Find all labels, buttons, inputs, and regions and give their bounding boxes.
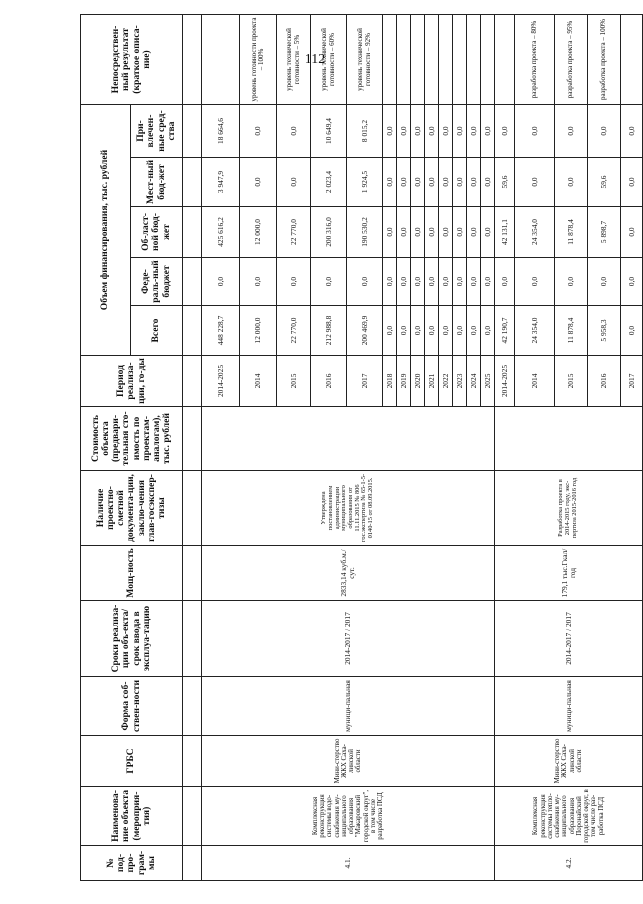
attracted-cell: 0,0	[397, 105, 411, 158]
regional-cell: 0,0	[397, 207, 411, 258]
object-ownership-cell: муници-пальная	[202, 677, 495, 736]
header-psd: Наличие проектно-сметной документа-ции, заклю-чения глав-госэкспер-тизы	[81, 471, 183, 546]
local-cell: 0,0	[397, 158, 411, 207]
header-total: Всего	[131, 306, 183, 356]
empty-cell	[183, 258, 202, 306]
financing-table	[80, 14, 643, 881]
regional-cell: 0,0	[383, 207, 397, 258]
total-cell: 24 354,0	[515, 306, 555, 356]
total-cell: 42 190,7	[495, 306, 515, 356]
attracted-cell: 10 649,4	[311, 105, 347, 158]
object-psd-cell: Разработка проекта в 2014-2015 году, экс-пертиза 2015-2016 год	[495, 471, 643, 546]
header-cost: Стоимость объекта (предвари-тельная сто-имость по проектам-аналогам), тыс. рублей	[81, 407, 183, 471]
regional-cell: 0,0	[481, 207, 495, 258]
object-ownership-cell: муници-пальная	[495, 677, 643, 736]
total-cell: 0,0	[397, 306, 411, 356]
period-cell: 2025	[481, 356, 495, 407]
regional-cell: 0,0	[453, 207, 467, 258]
regional-cell: 12 000,0	[240, 207, 277, 258]
period-cell: 2019	[397, 356, 411, 407]
period-cell: 2018	[383, 356, 397, 407]
period-cell: 2021	[425, 356, 439, 407]
total-cell: 12 000,0	[240, 306, 277, 356]
attracted-cell: 0,0	[425, 105, 439, 158]
federal-cell: 0,0	[467, 258, 481, 306]
result-cell	[425, 15, 439, 105]
total-cell: 0,0	[621, 306, 643, 356]
total-cell: 0,0	[425, 306, 439, 356]
object-deadlines-cell: 2014-2017 / 2017	[495, 601, 643, 677]
rotated-table-sheet	[80, 15, 636, 881]
local-cell: 0,0	[383, 158, 397, 207]
total-cell: 0,0	[411, 306, 425, 356]
regional-cell: 24 354,0	[515, 207, 555, 258]
object-name-cell: Комплексная реконструкция системы водо-снабжения му-ниципального образования "Макаровский городской округ", в том числе разработка ПСД	[202, 787, 495, 846]
period-cell: 2016	[588, 356, 621, 407]
header-deadlines: Сроки реализа-ции объ-екта/срок ввода в эксплуа-тацию	[81, 601, 183, 677]
result-cell: разработка проекта – 95%	[555, 15, 588, 105]
period-cell: 2017	[621, 356, 643, 407]
local-cell: 0,0	[515, 158, 555, 207]
federal-cell: 0,0	[425, 258, 439, 306]
header-name: Наименова-ние объекта (мероприя-тия)	[81, 787, 183, 846]
empty-cell	[183, 601, 202, 677]
total-cell: 0,0	[383, 306, 397, 356]
total-cell: 448 228,7	[202, 306, 240, 356]
local-cell: 3 947,9	[202, 158, 240, 207]
federal-cell: 0,0	[240, 258, 277, 306]
attracted-cell: 0,0	[277, 105, 311, 158]
attracted-cell: 0,0	[467, 105, 481, 158]
spacer-row	[183, 15, 202, 881]
object-power-cell: 2833,14 куб.м./сут.	[202, 546, 495, 601]
local-cell: 2 023,4	[311, 158, 347, 207]
header-local: Мест-ный бюд-жет	[131, 158, 183, 207]
header-power: Мощ-ность	[81, 546, 183, 601]
total-cell: 22 770,0	[277, 306, 311, 356]
federal-cell: 0,0	[495, 258, 515, 306]
empty-cell	[183, 736, 202, 787]
object-power-cell: 179,1 тыс.Гкал/год	[495, 546, 643, 601]
period-cell: 2022	[439, 356, 453, 407]
total-cell: 0,0	[467, 306, 481, 356]
header-result: Непосредствен-ный результат (краткое описа-ние)	[81, 15, 183, 105]
period-cell: 2014	[515, 356, 555, 407]
page-number: 112	[304, 52, 326, 67]
object-psd-cell: Утверждена постановлением администрации муниципального образования от 11.11.2015 № 806 гос.экспертиза № 65-1-5-0140-15 от 08.09.2015.	[202, 471, 495, 546]
period-cell: 2016	[311, 356, 347, 407]
period-cell: 2014	[240, 356, 277, 407]
header-period: Период реализа-ции, го-ды	[81, 356, 183, 407]
header-grbs: ГРБС	[81, 736, 183, 787]
total-cell: 212 988,8	[311, 306, 347, 356]
local-cell: 1 924,5	[347, 158, 383, 207]
header-attracted: При-влечен-ные сред-ства	[131, 105, 183, 158]
regional-cell: 0,0	[621, 207, 643, 258]
object-cost-cell	[495, 407, 643, 471]
table-row	[495, 15, 515, 881]
result-cell: уровень готовности проекта – 100%	[240, 15, 277, 105]
period-cell: 2014-2025	[202, 356, 240, 407]
federal-cell: 0,0	[383, 258, 397, 306]
result-cell: уровень технической готовности – 60%	[311, 15, 347, 105]
local-cell: 0,0	[411, 158, 425, 207]
result-cell	[467, 15, 481, 105]
empty-cell	[183, 546, 202, 601]
result-cell	[621, 15, 643, 105]
total-cell: 11 878,4	[555, 306, 588, 356]
local-cell: 0,0	[481, 158, 495, 207]
attracted-cell: 0,0	[453, 105, 467, 158]
federal-cell: 0,0	[439, 258, 453, 306]
total-cell: 200 469,9	[347, 306, 383, 356]
federal-cell: 0,0	[311, 258, 347, 306]
attracted-cell: 18 664,6	[202, 105, 240, 158]
regional-cell: 200 316,0	[311, 207, 347, 258]
federal-cell: 0,0	[411, 258, 425, 306]
total-cell: 5 958,3	[588, 306, 621, 356]
total-cell: 0,0	[439, 306, 453, 356]
object-name-cell: Комплексная реконструкция системы тепло-снабжения му-ниципального образования Поронайский городской округ, в том числе раз-работка ПСД	[495, 787, 643, 846]
result-cell	[453, 15, 467, 105]
attracted-cell: 0,0	[495, 105, 515, 158]
attracted-cell: 0,0	[240, 105, 277, 158]
regional-cell: 0,0	[411, 207, 425, 258]
federal-cell: 0,0	[202, 258, 240, 306]
period-cell: 2015	[555, 356, 588, 407]
empty-cell	[183, 407, 202, 471]
result-cell	[383, 15, 397, 105]
federal-cell: 0,0	[277, 258, 311, 306]
result-cell	[481, 15, 495, 105]
federal-cell: 0,0	[555, 258, 588, 306]
period-cell: 2023	[453, 356, 467, 407]
local-cell: 0,0	[425, 158, 439, 207]
result-cell	[202, 15, 240, 105]
object-deadlines-cell: 2014-2017 / 2017	[202, 601, 495, 677]
empty-cell	[183, 356, 202, 407]
local-cell: 59,6	[588, 158, 621, 207]
local-cell: 0,0	[621, 158, 643, 207]
attracted-cell: 0,0	[588, 105, 621, 158]
header-regional: Об-ласт-ной бюд-жет	[131, 207, 183, 258]
empty-cell	[183, 677, 202, 736]
empty-cell	[183, 15, 202, 105]
attracted-cell: 8 015,2	[347, 105, 383, 158]
empty-cell	[183, 787, 202, 846]
attracted-cell: 0,0	[621, 105, 643, 158]
table-body	[183, 15, 643, 881]
local-cell: 59,6	[495, 158, 515, 207]
object-cost-cell	[202, 407, 495, 471]
attracted-cell: 0,0	[439, 105, 453, 158]
empty-cell	[183, 306, 202, 356]
empty-cell	[183, 158, 202, 207]
period-cell: 2024	[467, 356, 481, 407]
local-cell: 0,0	[453, 158, 467, 207]
attracted-cell: 0,0	[481, 105, 495, 158]
regional-cell: 0,0	[467, 207, 481, 258]
attracted-cell: 0,0	[555, 105, 588, 158]
regional-cell: 425 616,2	[202, 207, 240, 258]
total-cell: 0,0	[453, 306, 467, 356]
local-cell: 0,0	[467, 158, 481, 207]
result-cell: уровень технической готовности – 92%	[347, 15, 383, 105]
federal-cell: 0,0	[481, 258, 495, 306]
header-funding-group: Объем финансирования, тыс. рублей	[81, 105, 131, 356]
header-ownership: Форма соб-ствен-ности	[81, 677, 183, 736]
object-grbs-cell: Мини-стерство ЖКХ Саха-линской области	[495, 736, 643, 787]
attracted-cell: 0,0	[515, 105, 555, 158]
table-row	[202, 15, 240, 881]
regional-cell: 0,0	[439, 207, 453, 258]
attracted-cell: 0,0	[411, 105, 425, 158]
header-federal: Феде-раль-ный бюджет	[131, 258, 183, 306]
empty-cell	[183, 105, 202, 158]
empty-cell	[183, 207, 202, 258]
result-cell: уровень технической готовности – 5%	[277, 15, 311, 105]
federal-cell: 0,0	[588, 258, 621, 306]
object-no-cell: 4.2.	[495, 846, 643, 881]
header-row	[81, 15, 131, 881]
regional-cell: 5 898,7	[588, 207, 621, 258]
object-no-cell: 4.1.	[202, 846, 495, 881]
result-cell	[495, 15, 515, 105]
regional-cell: 42 131,1	[495, 207, 515, 258]
attracted-cell: 0,0	[383, 105, 397, 158]
federal-cell: 0,0	[347, 258, 383, 306]
result-cell	[411, 15, 425, 105]
empty-cell	[183, 471, 202, 546]
regional-cell: 22 770,0	[277, 207, 311, 258]
result-cell	[397, 15, 411, 105]
federal-cell: 0,0	[621, 258, 643, 306]
total-cell: 0,0	[481, 306, 495, 356]
header-no: № под-про-грам-мы	[81, 846, 183, 881]
federal-cell: 0,0	[453, 258, 467, 306]
object-grbs-cell: Мини-стерство ЖКХ Саха-линской области	[202, 736, 495, 787]
regional-cell: 0,0	[425, 207, 439, 258]
local-cell: 0,0	[555, 158, 588, 207]
federal-cell: 0,0	[515, 258, 555, 306]
federal-cell: 0,0	[397, 258, 411, 306]
period-cell: 2015	[277, 356, 311, 407]
result-cell	[439, 15, 453, 105]
period-cell: 2017	[347, 356, 383, 407]
regional-cell: 11 878,4	[555, 207, 588, 258]
empty-cell	[183, 846, 202, 881]
result-cell: разработка проекта – 100%	[588, 15, 621, 105]
period-cell: 2014-2025	[495, 356, 515, 407]
local-cell: 0,0	[240, 158, 277, 207]
local-cell: 0,0	[277, 158, 311, 207]
local-cell: 0,0	[439, 158, 453, 207]
result-cell: разработка проекта – 80%	[515, 15, 555, 105]
regional-cell: 190 530,2	[347, 207, 383, 258]
period-cell: 2020	[411, 356, 425, 407]
